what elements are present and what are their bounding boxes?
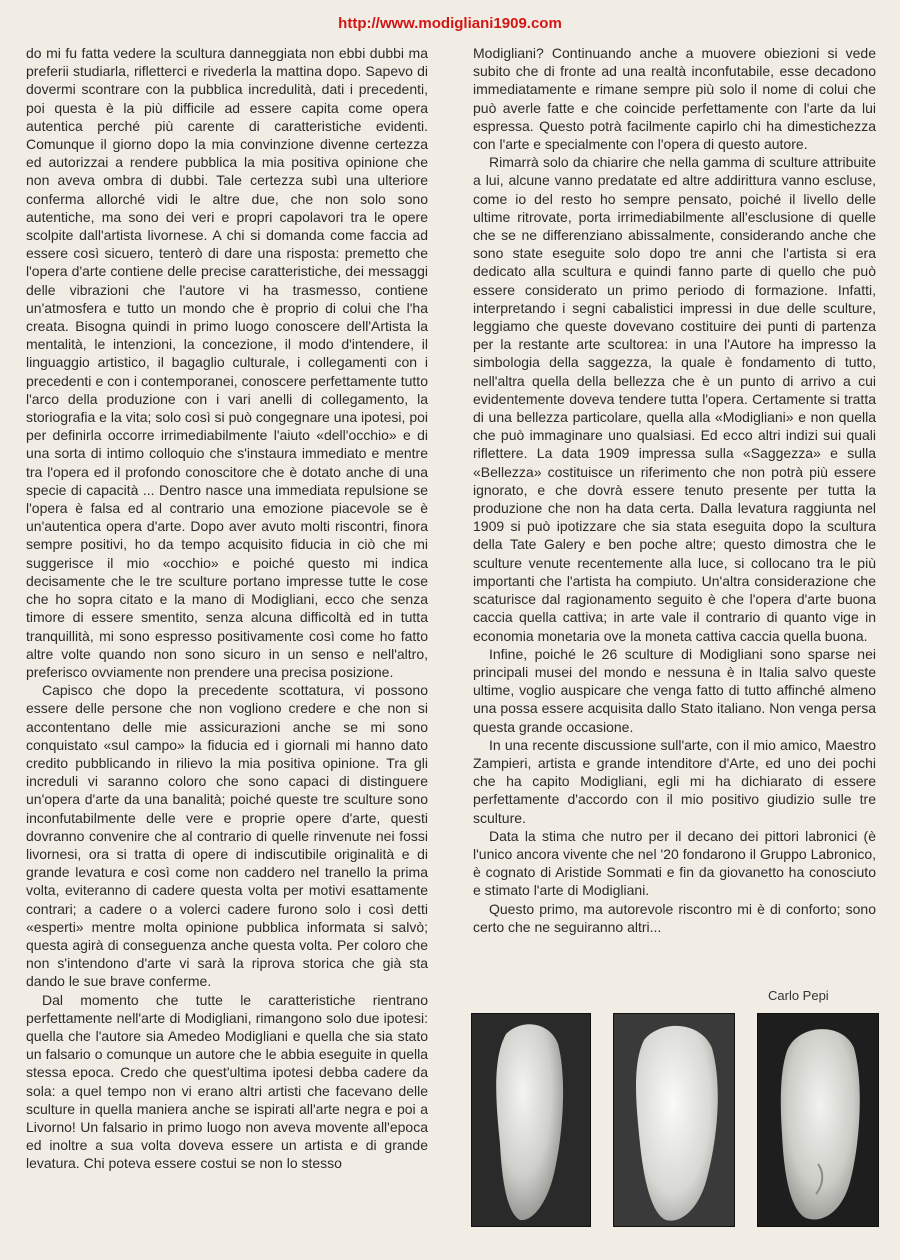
paragraph: Rimarrà solo da chiarire che nella gamma di sculture attribuite a lui, alcune vanno predatate ed altre addirittura vanno escluse, come io del resto ho sempre pensato, poiché il livello delle ultime ritrovate, porta irrimediabilmente all'esclusione di quelle che se ne differenziano abissalmente, considerando anche che sono state eseguite solo dopo tre anni che l'artista si era dedicato alla scultura e quindi fanno parte di quello che può essere considerato un primo periodo di formazione. Infatti, interpretando i segni cabalistici impressi in due delle sculture, leggiamo che queste dovevano costituire dei punti di partenza per la restante arte scultorea: in una l'Autore ha impresso la simbologia della saggezza, la quale è fondamento di tutto, nell'altra quella della bellezza che è un punto di arrivo a cui evidentemente doveva tendere tutta l'opera. Certamente si tratta di una bellezza particolare, quella alla «Modigliani» e non quella che può immaginare uno qualsiasi. Ed ecco altri indizi sui quali riflettere. La data 1909 impressa sulla «Saggezza» e sulla «Bellezza» costituisce un riferimento che non potrà più essere ignorato, e che dovrà essere tenuto presente per tutta la produzione che non ha data certa. Dalla levatura raggiunta nel 1909 si può ipotizzare che sia stata eseguita dopo la scultura della Tate Galery e ben poche altre; questo dimostra che le sculture venute recentemente alla luce, si collocano tra le più importanti che l'artista ha compiuto. Un'altra considerazione che scaturisce dal ragionamento seguito è che l'opera d'arte buona caccia quella cattiva; in arte vale il contrario di quanto vige in economia monetaria ove la moneta cattiva caccia quella buona.	[473, 154, 876, 644]
paragraph: do mi fu fatta vedere la scultura danneggiata non ebbi dubbi ma preferii studiarla, rifletterci e rivederla la mattina dopo. Sapevo di dovermi scontrare con la pubblica incredulità, dati i precedenti, poi questa è la più difficile ad essere capita come opera autentica perché più carente di caratteristiche evidenti. Comunque il giorno dopo la mia convinzione divenne certezza ed autorizzai a rendere pubblica la mia positiva opinione che non aveva ombra di dubbi. Tale certezza subì una ulteriore conferma allorché vidi le altre due, che non solo sono autentiche, ma sono dei veri e propri capolavori tra le opere scolpite dall'artista livornese. A chi si domanda come faccia ad essere così sicuero, tenterò di dare una risposta: premetto che l'opera d'arte contiene delle precise caratteristiche, dei messaggi delle vibrazioni che l'autore vi ha trasmesso, contiene un'atmosfera e tutto un mondo che è proprio di colui che l'ha creata. Bisogna quindi in primo luogo conoscere dell'Artista la mentalità, le intenzioni, la concezione, il modo d'intendere, il linguaggio artistico, il bagaglio culturale, i collegamenti con i precedenti e con i contemporanei, conoscere perfettamente tutto l'arco della produzione con i vari anelli di collegamento, la storiografia e la vita; solo così si può congegnare una ipotesi, poi per definirla occorre irrimediabilmente l'aiuto «dell'occhio» e di una sorta di intimo colloquio che s'instaura immediato e mentre tra l'opera ed il profondo conoscitore che è dotato anche di una specie di capacità ... Dentro nasce una immediata repulsione se l'opera è falsa ed al contrario una emozione piacevole se è un'autentica opera d'arte. Dopo aver avuto molti riscontri, finora sempre positivi, ho da tempo acquisito fiducia in ciò che mi suggerisce il mio «occhio» e poiché questo mi indica decisamente che le tre sculture portano impresse tutte le cose che ho sopra citato e la mano di Modigliani, ecco che senza timore di essere smentito, senza alcuna difficoltà ed in tutta tranquillità, mi sono espresso positivamente così come ho fatto altre volte quando non sono sicuro in un senso e nell'altro, preferisco ovviamente non prendere una precisa posizione.	[26, 45, 428, 680]
sculpture-photo-3	[757, 1013, 879, 1227]
paragraph: Modigliani? Continuando anche a muovere obiezioni si vede subito che di fronte ad una realtà inconfutabile, esse decadono immediatamente e rimane sempre più solo il nome di colui che può averle fatte e che coincide perfettamente con l'arte da lui espressa. Questo potrà facilmente capirlo chi ha dimestichezza con l'arte e specialmente con l'opera di questo autore.	[473, 45, 876, 153]
paragraph: Capisco che dopo la precedente scottatura, vi possono essere delle persone che non vogliono credere e che non si accontentano delle mie assicurazioni anche se mi sono conquistato «sul campo» la fiducia ed i giornali mi hanno dato credito pubblicando in rilievo la mia positiva opinione. Tra gli increduli vi saranno coloro che sono capaci di distinguere un'opera d'arte da una banalità; poiché queste tre sculture sono inconfutabilmente delle vere e proprie opere d'arte, questi dovranno convenire che al contrario di quelle rinvenute nei fossi livornesi, ora si tratta di opere di indiscutibile originalità e di grande levatura e così come non caddero nel tranello la prima volta, eviteranno di cadere questa volta per motivi esattamente contrari; a cadere o a volerci cadere furono solo i così detti «esperti» mentre molta opinione pubblica informata si salvò; questa agirà di conseguenza anche questa volta. Per coloro che non s'intendono d'arte vi sarà la riprova storica che già sta dando le sue brave conferme.	[26, 682, 428, 990]
paragraph: Questo primo, ma autorevole riscontro mi è di conforto; sono certo che ne seguiranno altri...	[473, 900, 876, 935]
source-url[interactable]: http://www.modigliani1909.com	[338, 15, 562, 32]
sculpture-photo-2	[613, 1013, 735, 1227]
paragraph: Dal momento che tutte le caratteristiche rientrano perfettamente nell'arte di Modigliani, rimangono solo due ipotesi: quella che l'autore sia Amedeo Modigliani e quella che sia stato un falsario o comunque un autore che le abbia eseguite in quella stessa epoca. Credo che quest'ultima ipotesi debba cadere da sola: a quel tempo non vi erano altri artisti che facevano delle sculture in quella maniera anche se ispirati all'arte negra e poi a Livorno! Un falsario in primo luogo non aveva movente all'epoca ed inoltre a sua volta doveva essere un artista e di grande levatura. Chi poteva essere costui se non lo stesso	[26, 991, 428, 1172]
article-column-left	[26, 44, 428, 1173]
paragraph: Data la stima che nutro per il decano dei pittori labronici (è l'unico ancora vivente che nel '20 fondarono il Gruppo Labronico, è cognato di Aristide Sommati e fin da giovanetto ha conosciuto e stimato l'arte di Modigliani.	[473, 827, 876, 899]
author-signature: Carlo Pepi	[768, 988, 829, 1003]
article-column-right	[473, 44, 876, 936]
sculpture-photo-1	[471, 1013, 591, 1227]
paragraph: Infine, poiché le 26 sculture di Modigliani sono sparse nei principali musei del mondo e nessuna è in Italia salvo queste ultime, voglio auspicare che venga fatto di tutto affinché almeno una possa essere acquisita dallo Stato italiano. Non venga persa questa grande occasione.	[473, 645, 876, 735]
paragraph: In una recente discussione sull'arte, con il mio amico, Maestro Zampieri, artista e grande intenditore d'Arte, ed uno dei pochi che ha capito Modigliani, egli mi ha dichiarato di essere perfettamente d'accordo con il mio positivo giudizio sulle tre sculture.	[473, 736, 876, 826]
